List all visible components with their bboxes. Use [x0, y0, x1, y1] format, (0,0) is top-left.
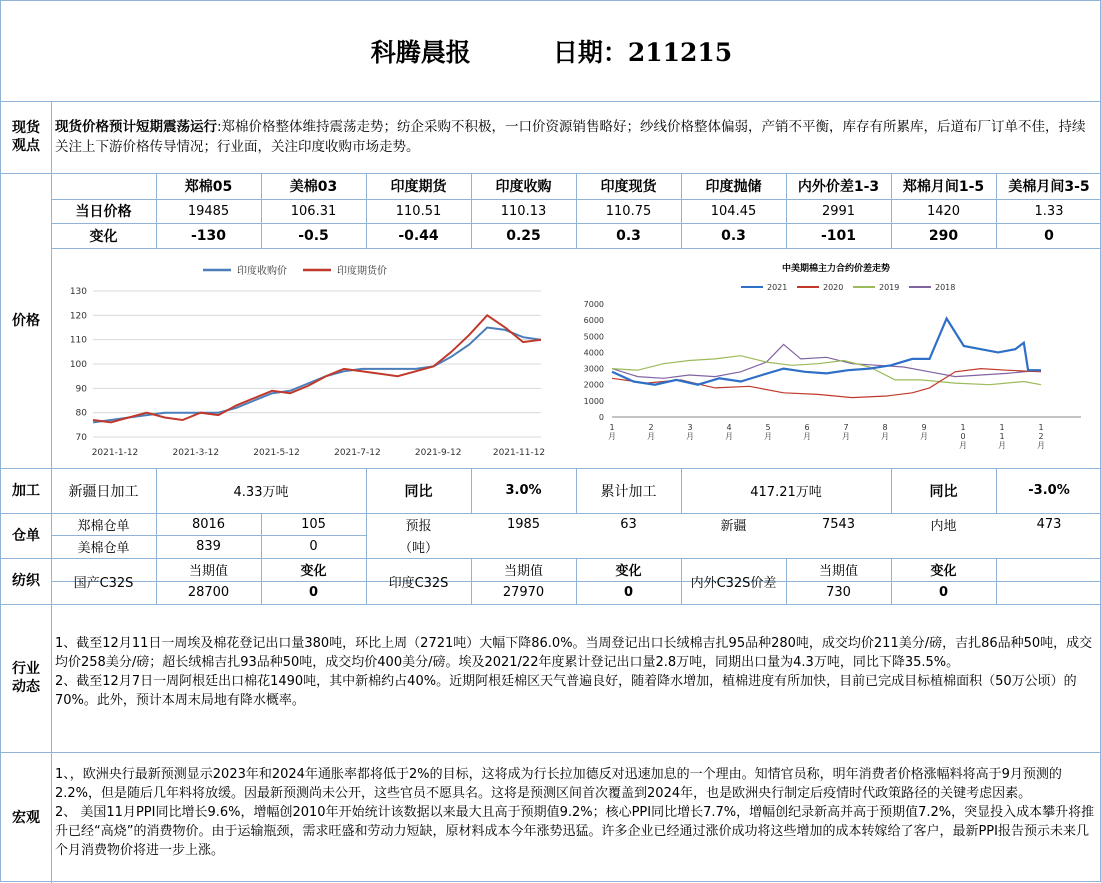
spread-chart-y-tick: 3000 [583, 364, 604, 374]
industry-paragraph-1: 1、截至12月11日一周埃及棉花登记出口量380吨，环比上周（2721吨）大幅下降86.0%。当周登记出口长绒棉吉扎95品种280吨，成交均价211美分/磅，吉扎86品种50吨，成交均价258美分/磅；超长绒棉吉扎93品种50吨，成交均价400美分/磅。埃及2021/22年度累计登记出口量2.8万吨，同期出口量为4.3万吨，同比下降35.5%。 [55, 636, 1093, 670]
price-change-cell: 0 [1044, 227, 1054, 244]
domestic-change-label: 变化 [300, 564, 327, 579]
price-change-cell: 0.25 [506, 227, 541, 244]
xinjiang-processing-value: 4.33万吨 [233, 485, 289, 500]
spread-c32s-change: 0 [938, 585, 949, 600]
processing-yoy-value: 3.0% [505, 483, 542, 498]
india-chart-x-tick: 2021-7-12 [334, 448, 381, 458]
report-name: 科腾晨报 [370, 38, 471, 67]
spread-c32s-value: 730 [826, 585, 851, 600]
india-c32s-value: 27970 [502, 585, 545, 600]
textile-label: 纺织 [12, 573, 40, 589]
domestic-c32s-value: 28700 [187, 585, 230, 600]
spread-chart-legend-label: 2018 [935, 283, 956, 292]
spread-chart-x-tick: 7 月 [842, 423, 850, 441]
xinjiang-warrant-label: 新疆 [720, 518, 747, 534]
spread-chart-y-tick: 6000 [583, 316, 604, 326]
price-change-cell: -0.44 [398, 227, 439, 244]
today-price-label: 当日价格 [75, 204, 132, 220]
price-change-cell: 0.3 [721, 227, 746, 244]
india-chart-y-tick: 120 [69, 311, 87, 322]
price-label: 价格 [12, 312, 40, 329]
india-c32s-label: 印度C32S [388, 575, 449, 591]
total-processing-value: 417.21万吨 [750, 485, 822, 500]
processing-label: 加工 [12, 482, 40, 499]
today-price-cell: 110.51 [395, 203, 442, 219]
today-price-cell: 1.33 [1034, 203, 1064, 219]
spread-chart-y-tick: 1000 [583, 396, 604, 406]
today-price-cell: 110.13 [500, 203, 547, 219]
us-warrant-label: 美棉仓单 [77, 541, 130, 556]
india-chart-x-tick: 2021-11-12 [492, 448, 546, 458]
spot-body: :郑棉价格整体维持震荡走势；纺企采购不积极，一口价资源销售略好；纱线价格整体偏弱，产销不平衡，库存有所累库，后道布厂订单不佳，持续关注上下游价格传导情况；行业面，关注印度收购市场走势。 [55, 119, 1086, 155]
spread-chart-legend-label: 2021 [767, 283, 788, 292]
spread-chart-x-tick: 1 2 月 [1037, 423, 1045, 450]
today-price-cell: 106.31 [290, 203, 337, 219]
india-chart-series-line [93, 315, 541, 422]
india-chart-legend-label: 印度收购价 [237, 266, 287, 277]
india-chart-y-tick: 110 [69, 335, 87, 346]
macro-paragraph-2: 2、 美国11月PPI同比增长9.6%，增幅创2010年开始统计该数据以来最大且高于预期值9.2%；核心PPI同比增长7.7%，增幅创纪录新高并高于预期值7.2%，突显投入成本攀升将推升已经“高烧”的消费物价。由于运输瓶颈，需求旺盛和劳动力短缺，原材料成本今年涨势迅猛。许多企业已经通过涨价成功将这些增加的成本转嫁给了客户，最新PPI报告预示未来几个月消费物价将进一步上涨。 [55, 805, 1095, 858]
india-chart-series-line [93, 328, 541, 423]
price-change-cell: -101 [820, 227, 857, 244]
india-c32s-change: 0 [623, 585, 634, 600]
india-chart-legend-label: 印度期货价 [337, 266, 387, 277]
processing-yoy-label: 同比 [404, 483, 433, 500]
zhengzhou-warrant-label: 郑棉仓单 [77, 518, 130, 534]
price-column-header: 美棉月间3-5 [1008, 179, 1090, 195]
inland-warrant-value: 473 [1036, 516, 1062, 532]
price-column-header: 内外价差1-3 [797, 179, 880, 195]
zhengzhou-warrant-value: 8016 [191, 516, 226, 532]
today-price-cell: 1420 [926, 203, 961, 219]
india-chart-y-tick: 100 [69, 360, 87, 370]
india-change-label: 变化 [615, 564, 642, 579]
price-column-header: 郑棉月间1-5 [902, 179, 985, 195]
spread-change-label: 变化 [930, 564, 957, 579]
spread-chart-y-tick: 7000 [583, 300, 604, 309]
price-column-header: 印度现货 [600, 179, 657, 195]
report-title [1, 1, 1101, 101]
us-warrant-change: 0 [309, 539, 318, 554]
total-yoy-value: -3.0% [1028, 483, 1070, 498]
india-period-label: 当期值 [503, 564, 543, 579]
xinjiang-warrant-value: 7543 [821, 516, 856, 532]
price-column-header: 印度收购 [495, 179, 552, 195]
spot-headline: 现货价格预计短期震荡运行 [55, 119, 217, 135]
india-chart-x-tick: 2021-5-12 [253, 448, 300, 458]
spread-chart-x-tick: 1 月 [608, 423, 616, 441]
india-chart-x-tick: 2021-3-12 [172, 448, 220, 458]
india-chart-x-tick: 2021-9-12 [414, 448, 462, 458]
forecast-unit: （吨） [398, 541, 438, 556]
spread-chart-y-tick: 0 [598, 413, 604, 422]
inland-warrant-label: 内地 [930, 518, 957, 534]
spread-c32s-label: 内外C32S价差 [690, 575, 777, 591]
report-date: 日期：211215 [552, 38, 733, 67]
spread-chart-y-tick: 2000 [583, 380, 604, 390]
macro-text [55, 765, 1095, 860]
spread-chart-x-tick: 2 月 [647, 423, 655, 441]
spread-chart-x-tick: 9 月 [920, 423, 928, 441]
price-change-cell: 0.3 [616, 227, 641, 244]
industry-paragraph-2: 2、截至12月7日一周阿根廷出口棉花1490吨，其中新棉约占40%。近期阿根廷棉区天气普遍良好，随着降水增加，植棉进度有所加快，目前已完成目标植棉面积（50万公顷）的70%。此外，预计本周末局地有降水概率。 [55, 674, 1077, 708]
domestic-period-label: 当期值 [188, 564, 228, 579]
spread-period-label: 当期值 [818, 564, 858, 579]
spot-text [55, 117, 1095, 157]
total-yoy-label: 同比 [929, 483, 958, 500]
warehouse-label: 仓单 [12, 527, 40, 544]
spread-chart-x-tick: 3 月 [686, 423, 694, 441]
price-change-cell: -130 [190, 227, 227, 244]
industry-label: 行业 动态 [12, 661, 40, 695]
price-change-cell: 290 [928, 227, 959, 244]
spread-chart-y-tick: 5000 [583, 332, 604, 342]
today-price-cell: 104.45 [710, 203, 757, 219]
today-price-cell: 110.75 [605, 203, 652, 219]
spread-chart-legend-label: 2019 [879, 283, 900, 292]
forecast-label: 预报 [405, 518, 432, 534]
india-chart-y-tick: 70 [75, 433, 87, 443]
price-column-header: 印度抛储 [705, 179, 762, 195]
price-column-header: 郑棉05 [184, 179, 233, 195]
today-price-cell: 19485 [187, 203, 230, 219]
sino-us-spread-chart [576, 251, 1096, 466]
spread-chart-y-tick: 4000 [583, 348, 604, 358]
us-warrant-value: 839 [196, 539, 221, 554]
spread-chart-x-tick: 6 月 [803, 423, 811, 441]
price-change-cell: -0.5 [298, 227, 329, 244]
zhengzhou-warrant-change: 105 [301, 516, 326, 532]
spread-chart-x-tick: 1 0 月 [959, 423, 967, 450]
spread-chart-x-tick: 1 1 月 [998, 423, 1006, 450]
macro-label: 宏观 [12, 809, 40, 826]
india-chart-x-tick: 2021-1-12 [91, 448, 139, 458]
macro-paragraph-1: 1、，欧洲央行最新预测显示2023年和2024年通胀率都将低于2%的目标，这将成为行长拉加德反对迅速加息的一个理由。知情官员称，明年消费者价格涨幅料将高于9月预测的2.2%，但是随后几年料将放缓。因最新预测尚未公开，这些官员不愿具名。这将是预测区间首次覆盖到2024年，也是欧洲央行制定后疫情时代政策路径的关键考虑因素。 [55, 767, 1062, 801]
forecast-value: 1985 [506, 516, 541, 532]
india-price-chart [53, 251, 553, 466]
domestic-c32s-label: 国产C32S [73, 575, 134, 591]
industry-text [55, 634, 1095, 710]
india-chart-y-tick: 80 [75, 408, 87, 419]
domestic-c32s-change: 0 [308, 585, 319, 600]
today-price-cell: 2991 [821, 203, 856, 219]
total-processing-label: 累计加工 [600, 483, 657, 500]
forecast-change: 63 [620, 516, 637, 532]
india-chart-y-tick: 130 [69, 287, 87, 297]
spread-chart-x-tick: 8 月 [881, 423, 889, 441]
spread-chart-legend-label: 2020 [823, 283, 844, 292]
price-column-header: 美棉03 [289, 179, 338, 195]
spread-chart-x-tick: 4 月 [725, 423, 733, 441]
spot-label: 现货 观点 [12, 120, 40, 154]
price-column-header: 印度期货 [390, 179, 447, 195]
xinjiang-processing-label: 新疆日加工 [68, 483, 139, 500]
india-chart-y-tick: 90 [75, 384, 87, 395]
change-label: 变化 [89, 228, 118, 245]
spread-chart-title: 中美期棉主力合约价差走势 [781, 264, 891, 274]
spread-chart-x-tick: 5 月 [764, 423, 772, 441]
